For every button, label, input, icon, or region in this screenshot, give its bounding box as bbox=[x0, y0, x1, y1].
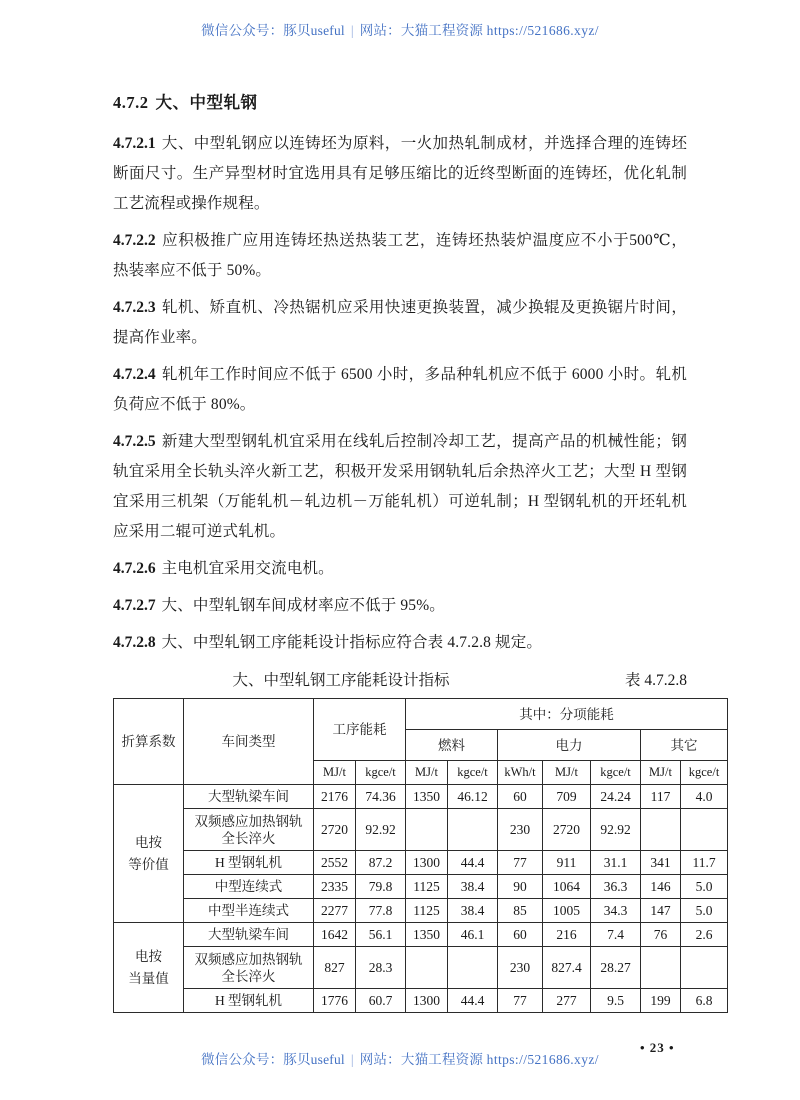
row-type: 大型轨梁车间 bbox=[184, 785, 314, 809]
cell-elec-kgce: 36.3 bbox=[591, 875, 641, 899]
clause-number: 4.7.2.5 bbox=[113, 433, 156, 451]
table-caption-text: 大、中型轧钢工序能耗设计指标 bbox=[232, 672, 450, 690]
cell-elec-kwh: 77 bbox=[498, 989, 543, 1013]
cell-elec-kwh: 60 bbox=[498, 785, 543, 809]
watermark-wechat-label: 微信公众号：豚贝useful bbox=[201, 23, 345, 38]
page-number: • 23 • bbox=[640, 1040, 675, 1055]
row-type: H 型钢轧机 bbox=[184, 989, 314, 1013]
cell-elec-kgce: 24.24 bbox=[591, 785, 641, 809]
cell-process-kgce: 92.92 bbox=[356, 809, 406, 851]
cell-process-kgce: 77.8 bbox=[356, 899, 406, 923]
group-label-line2: 等价值 bbox=[128, 856, 169, 872]
clause-number: 4.7.2.1 bbox=[113, 135, 156, 153]
group-label-equivalent-quantity bbox=[114, 923, 184, 1013]
clause-number: 4.7.2.8 bbox=[113, 634, 156, 652]
cell-other-mj: 341 bbox=[641, 851, 681, 875]
row-type-line2: 全长淬火 bbox=[221, 830, 276, 846]
cell-elec-mj: 827.4 bbox=[543, 947, 591, 989]
watermark-url: https://521686.xyz/ bbox=[486, 1052, 599, 1067]
cell-other-kgce bbox=[681, 947, 728, 989]
cell-elec-kgce: 28.27 bbox=[591, 947, 641, 989]
cell-elec-kwh: 60 bbox=[498, 923, 543, 947]
row-type-line2: 全长淬火 bbox=[221, 968, 276, 984]
header-unit-fuel-kgce: kgce/t bbox=[448, 761, 498, 785]
cell-fuel-kgce: 38.4 bbox=[448, 899, 498, 923]
cell-process-mj: 2720 bbox=[314, 809, 356, 851]
watermark-site-label: 网站：大猫工程资源 bbox=[359, 1052, 484, 1067]
cell-process-kgce: 74.36 bbox=[356, 785, 406, 809]
clause-paragraph bbox=[113, 554, 687, 584]
document-body bbox=[113, 92, 720, 1013]
table-row bbox=[114, 899, 728, 923]
cell-process-kgce: 79.8 bbox=[356, 875, 406, 899]
clause-number: 4.7.2.4 bbox=[113, 366, 156, 384]
cell-elec-kwh: 85 bbox=[498, 899, 543, 923]
clause-text: 大、中型轧钢工序能耗设计指标应符合表 4.7.2.8 规定。 bbox=[161, 634, 543, 652]
header-unit-elec-kwh: kWh/t bbox=[498, 761, 543, 785]
cell-other-mj: 117 bbox=[641, 785, 681, 809]
cell-fuel-mj: 1125 bbox=[406, 899, 448, 923]
cell-elec-kwh: 77 bbox=[498, 851, 543, 875]
clause-number: 4.7.2.6 bbox=[113, 560, 156, 578]
cell-fuel-kgce: 44.4 bbox=[448, 851, 498, 875]
cell-other-mj bbox=[641, 947, 681, 989]
clause-paragraph bbox=[113, 129, 687, 219]
clause-text: 应积极推广应用连铸坯热送热装工艺，连铸坯热装炉温度应不小于500℃，热装率应不低于 50%。 bbox=[113, 232, 687, 280]
cell-elec-kgce: 92.92 bbox=[591, 809, 641, 851]
section-number: 4.7.2 bbox=[113, 93, 149, 112]
clause-paragraph bbox=[113, 226, 687, 286]
cell-fuel-mj: 1300 bbox=[406, 989, 448, 1013]
cell-process-mj: 2277 bbox=[314, 899, 356, 923]
cell-fuel-mj: 1350 bbox=[406, 785, 448, 809]
clause-paragraph bbox=[113, 427, 687, 547]
group-label-equivalent-value bbox=[114, 785, 184, 923]
clause-text: 主电机宜采用交流电机。 bbox=[161, 560, 334, 578]
row-type-line1: 双频感应加热钢轨 bbox=[194, 951, 303, 967]
cell-process-kgce: 87.2 bbox=[356, 851, 406, 875]
table-row bbox=[114, 923, 728, 947]
cell-fuel-kgce bbox=[448, 947, 498, 989]
header-watermark bbox=[0, 19, 800, 39]
table-caption bbox=[113, 668, 687, 694]
row-type bbox=[184, 809, 314, 851]
group-label-line1: 电按 bbox=[135, 948, 162, 964]
row-type: H 型钢轧机 bbox=[184, 851, 314, 875]
table-row bbox=[114, 947, 728, 989]
cell-elec-kwh: 230 bbox=[498, 947, 543, 989]
header-unit-elec-mj: MJ/t bbox=[543, 761, 591, 785]
clause-text: 大、中型轧钢应以连铸坯为原料，一火加热轧制成材，并选择合理的连铸坯断面尺寸。生产异型材时宜选用具有足够压缩比的近终型断面的连铸坯，优化轧制工艺流程或操作规程。 bbox=[113, 135, 687, 213]
cell-other-kgce bbox=[681, 809, 728, 851]
cell-elec-mj: 1064 bbox=[543, 875, 591, 899]
header-electricity: 电力 bbox=[498, 730, 641, 761]
section-title-text: 大、中型轧钢 bbox=[155, 93, 258, 112]
header-unit-elec-kgce: kgce/t bbox=[591, 761, 641, 785]
energy-indicator-table bbox=[113, 698, 728, 1013]
cell-elec-mj: 709 bbox=[543, 785, 591, 809]
watermark-separator: | bbox=[350, 23, 354, 38]
cell-other-mj: 199 bbox=[641, 989, 681, 1013]
table-row bbox=[114, 809, 728, 851]
watermark-site-label: 网站：大猫工程资源 bbox=[359, 23, 484, 38]
cell-fuel-kgce: 46.1 bbox=[448, 923, 498, 947]
cell-other-kgce: 2.6 bbox=[681, 923, 728, 947]
cell-other-kgce: 4.0 bbox=[681, 785, 728, 809]
table-caption-number: 表 4.7.2.8 bbox=[624, 672, 687, 690]
cell-other-mj: 146 bbox=[641, 875, 681, 899]
cell-other-mj bbox=[641, 809, 681, 851]
row-type: 大型轨梁车间 bbox=[184, 923, 314, 947]
header-fuel: 燃料 bbox=[406, 730, 498, 761]
cell-fuel-kgce bbox=[448, 809, 498, 851]
header-unit-process-kgce: kgce/t bbox=[356, 761, 406, 785]
cell-fuel-mj bbox=[406, 947, 448, 989]
cell-process-mj: 1776 bbox=[314, 989, 356, 1013]
header-unit-process-mj: MJ/t bbox=[314, 761, 356, 785]
row-type: 中型连续式 bbox=[184, 875, 314, 899]
header-workshop-type: 车间类型 bbox=[184, 699, 314, 785]
cell-other-kgce: 11.7 bbox=[681, 851, 728, 875]
watermark-url: https://521686.xyz/ bbox=[486, 23, 599, 38]
cell-process-mj: 1642 bbox=[314, 923, 356, 947]
cell-fuel-mj: 1350 bbox=[406, 923, 448, 947]
clause-text: 轧机年工作时间应不低于 6500 小时，多品种轧机应不低于 6000 小时。轧机负荷应不低于 80%。 bbox=[113, 366, 687, 414]
cell-fuel-kgce: 38.4 bbox=[448, 875, 498, 899]
clause-text: 大、中型轧钢车间成材率应不低于 95%。 bbox=[161, 597, 445, 615]
cell-process-mj: 2335 bbox=[314, 875, 356, 899]
header-breakdown: 其中：分项能耗 bbox=[406, 699, 728, 730]
cell-elec-kwh: 90 bbox=[498, 875, 543, 899]
table-row bbox=[114, 989, 728, 1013]
footer-watermark bbox=[0, 1048, 800, 1068]
header-unit-fuel-mj: MJ/t bbox=[406, 761, 448, 785]
clause-paragraph bbox=[113, 360, 687, 420]
watermark-separator: | bbox=[350, 1052, 354, 1067]
cell-elec-kgce: 31.1 bbox=[591, 851, 641, 875]
cell-fuel-kgce: 46.12 bbox=[448, 785, 498, 809]
cell-elec-kwh: 230 bbox=[498, 809, 543, 851]
cell-elec-kgce: 7.4 bbox=[591, 923, 641, 947]
cell-elec-mj: 911 bbox=[543, 851, 591, 875]
cell-process-mj: 2176 bbox=[314, 785, 356, 809]
clause-paragraph bbox=[113, 628, 687, 658]
cell-process-kgce: 28.3 bbox=[356, 947, 406, 989]
cell-other-kgce: 5.0 bbox=[681, 899, 728, 923]
cell-other-kgce: 5.0 bbox=[681, 875, 728, 899]
clause-number: 4.7.2.7 bbox=[113, 597, 156, 615]
cell-fuel-kgce: 44.4 bbox=[448, 989, 498, 1013]
cell-fuel-mj bbox=[406, 809, 448, 851]
cell-process-mj: 827 bbox=[314, 947, 356, 989]
watermark-wechat-label: 微信公众号：豚贝useful bbox=[201, 1052, 345, 1067]
header-unit-other-kgce: kgce/t bbox=[681, 761, 728, 785]
cell-elec-mj: 1005 bbox=[543, 899, 591, 923]
cell-fuel-mj: 1125 bbox=[406, 875, 448, 899]
cell-fuel-mj: 1300 bbox=[406, 851, 448, 875]
header-coefficient: 折算系数 bbox=[114, 699, 184, 785]
cell-process-mj: 2552 bbox=[314, 851, 356, 875]
cell-elec-mj: 277 bbox=[543, 989, 591, 1013]
row-type bbox=[184, 947, 314, 989]
cell-process-kgce: 60.7 bbox=[356, 989, 406, 1013]
table-row bbox=[114, 875, 728, 899]
cell-other-mj: 76 bbox=[641, 923, 681, 947]
page-title bbox=[113, 92, 687, 113]
row-type-line1: 双频感应加热钢轨 bbox=[194, 813, 303, 829]
clause-text: 新建大型型钢轧机宜采用在线轧后控制冷却工艺，提高产品的机械性能；钢轨宜采用全长轨头淬火新工艺，积极开发采用钢轨轧后余热淬火工艺；大型 H 型钢宜采用三机架（万能轧机－轧边机－万能轧机）可逆轧制；H 型钢轧机的开坯轧机应采用二辊可逆式轧机。 bbox=[113, 433, 687, 541]
cell-elec-kgce: 34.3 bbox=[591, 899, 641, 923]
cell-process-kgce: 56.1 bbox=[356, 923, 406, 947]
cell-elec-mj: 2720 bbox=[543, 809, 591, 851]
group-label-line2: 当量值 bbox=[128, 970, 169, 986]
clause-text: 轧机、矫直机、冷热锯机应采用快速更换装置，减少换辊及更换锯片时间，提高作业率。 bbox=[113, 299, 687, 347]
header-unit-other-mj: MJ/t bbox=[641, 761, 681, 785]
cell-other-mj: 147 bbox=[641, 899, 681, 923]
cell-elec-mj: 216 bbox=[543, 923, 591, 947]
header-other: 其它 bbox=[641, 730, 728, 761]
table-row bbox=[114, 851, 728, 875]
table-header-row bbox=[114, 699, 728, 730]
clause-number: 4.7.2.3 bbox=[113, 299, 156, 317]
clause-paragraph bbox=[113, 591, 687, 621]
table-row bbox=[114, 785, 728, 809]
group-label-line1: 电按 bbox=[135, 834, 162, 850]
clause-number: 4.7.2.2 bbox=[113, 232, 156, 250]
cell-elec-kgce: 9.5 bbox=[591, 989, 641, 1013]
header-process-energy: 工序能耗 bbox=[314, 699, 406, 761]
row-type: 中型半连续式 bbox=[184, 899, 314, 923]
clause-paragraph bbox=[113, 293, 687, 353]
cell-other-kgce: 6.8 bbox=[681, 989, 728, 1013]
